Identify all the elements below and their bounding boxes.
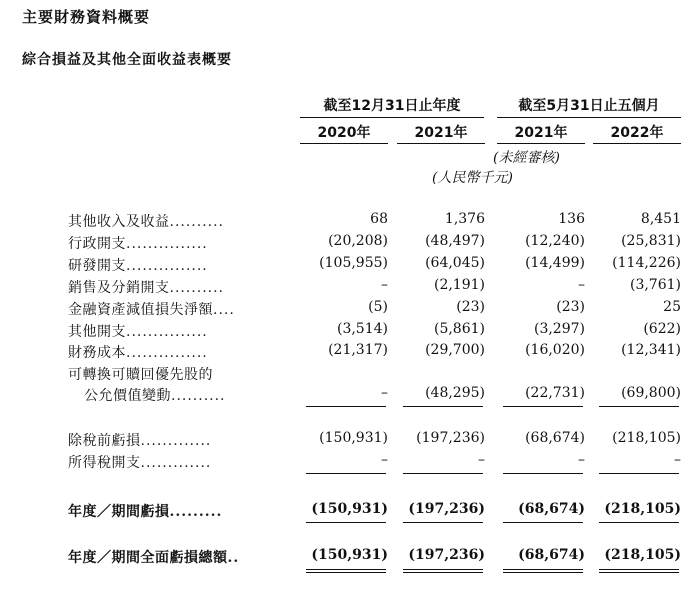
row-value: – — [578, 452, 585, 468]
row-label-leader-dots: .......... — [171, 388, 226, 404]
subtotal-rule — [599, 473, 679, 474]
row-label-leader-dots: ............... — [126, 258, 208, 274]
row-label — [68, 452, 280, 472]
column-header-2021-five-months: 2021年 — [514, 125, 568, 141]
row-value: (622) — [643, 321, 681, 337]
row-value: (114,226) — [612, 255, 681, 271]
row-value: (2,191) — [433, 277, 485, 293]
row-label-text: 其他收入及收益 — [68, 214, 170, 230]
row-label-leader-dots: .......... — [169, 280, 225, 296]
row-label-leader-dots: .... — [213, 302, 235, 318]
row-value: – — [478, 452, 485, 468]
row-label-text: 公允價值變動 — [84, 388, 171, 404]
subtotal-rule — [503, 406, 583, 407]
row-label — [68, 233, 280, 253]
row-value: (3,761) — [629, 277, 681, 293]
row-value: (69,800) — [621, 385, 681, 401]
row-value: (68,674) — [518, 547, 585, 563]
row-label-text: 所得稅開支 — [68, 455, 141, 471]
row-label — [68, 364, 280, 384]
row-label — [68, 547, 280, 567]
row-label — [84, 385, 280, 405]
subtotal-rule — [503, 473, 583, 474]
row-label — [68, 255, 280, 275]
column-underline-2021-five-months — [497, 143, 585, 144]
row-label-leader-dots: .. — [227, 550, 240, 566]
section-title: 主要財務資料概要 — [22, 8, 151, 26]
row-value: – — [381, 385, 388, 401]
row-label — [68, 342, 280, 362]
subtotal-rule — [503, 522, 583, 523]
row-value: (23) — [456, 299, 485, 315]
subtotal-rule — [306, 473, 386, 474]
row-label-text: 可轉換可贖回優先股的 — [68, 367, 213, 383]
row-label-leader-dots: ............... — [126, 345, 208, 361]
row-value: (3,514) — [336, 321, 388, 337]
row-label — [68, 299, 280, 319]
row-value: – — [381, 452, 388, 468]
row-value: (48,295) — [425, 385, 485, 401]
row-label-text: 金融資產減值損失淨額 — [68, 302, 213, 318]
row-value: (150,931) — [319, 430, 388, 446]
row-value: (20,208) — [328, 233, 388, 249]
row-value: (218,105) — [612, 430, 681, 446]
column-header-2021: 2021年 — [414, 125, 468, 141]
row-value: (3,297) — [533, 321, 585, 337]
subtotal-rule — [403, 473, 483, 474]
row-value: (22,731) — [525, 385, 585, 401]
row-value: (64,045) — [425, 255, 485, 271]
subtotal-rule — [403, 406, 483, 407]
row-value: – — [674, 452, 681, 468]
column-underline-2020 — [300, 143, 388, 144]
row-label-text: 行政開支 — [68, 236, 126, 252]
row-value: (14,499) — [525, 255, 585, 271]
row-label — [68, 211, 280, 231]
currency-note: (人民幣千元) — [432, 170, 513, 186]
total-double-rule — [306, 569, 386, 573]
row-value: 8,451 — [640, 211, 681, 227]
row-value: (68,674) — [525, 430, 585, 446]
row-value: (5) — [368, 299, 388, 315]
table-title: 綜合損益及其他全面收益表概要 — [22, 52, 232, 68]
header-underline-five-months — [497, 117, 681, 118]
row-label-leader-dots: ......... — [169, 504, 223, 520]
row-value: 136 — [558, 211, 585, 227]
row-value: (29,700) — [425, 342, 485, 358]
row-label — [68, 321, 280, 341]
column-header-2022: 2022年 — [610, 125, 664, 141]
row-value: (5,861) — [433, 321, 485, 337]
total-double-rule — [503, 569, 583, 573]
row-value: (150,931) — [311, 547, 388, 563]
row-value: – — [578, 277, 585, 293]
row-value: 68 — [370, 211, 388, 227]
total-double-rule — [403, 569, 483, 573]
row-label — [68, 430, 280, 450]
row-value: (105,955) — [319, 255, 388, 271]
row-value: (12,341) — [621, 342, 681, 358]
row-label-text: 年度／期間虧損 — [68, 504, 170, 520]
row-value: (68,674) — [518, 501, 585, 517]
row-label-text: 研發開支 — [68, 258, 126, 274]
row-label-leader-dots: ............. — [140, 455, 212, 471]
header-year-end: 截至12月31日止年度 — [323, 98, 461, 114]
row-label-leader-dots: ............... — [126, 236, 208, 252]
row-label-text: 財務成本 — [68, 345, 126, 361]
row-label — [68, 501, 280, 521]
subtotal-rule — [403, 522, 483, 523]
row-value: (23) — [556, 299, 585, 315]
row-value: – — [381, 277, 388, 293]
row-value: (218,105) — [604, 501, 681, 517]
row-value: (197,236) — [416, 430, 485, 446]
row-value: (197,236) — [408, 547, 485, 563]
row-value: (25,831) — [621, 233, 681, 249]
subtotal-rule — [306, 406, 386, 407]
row-value: (16,020) — [525, 342, 585, 358]
row-label-text: 其他開支 — [68, 324, 126, 340]
unaudited-note: (未經審核) — [493, 150, 560, 166]
column-header-2020: 2020年 — [317, 125, 371, 141]
row-value: 25 — [663, 299, 681, 315]
row-label-text: 年度／期間全面虧損總額 — [68, 550, 228, 566]
row-value: (197,236) — [408, 501, 485, 517]
row-label — [68, 277, 280, 297]
row-label-text: 除稅前虧損 — [68, 433, 141, 449]
subtotal-rule — [599, 406, 679, 407]
row-value: 1,376 — [444, 211, 485, 227]
row-label-leader-dots: ............... — [126, 324, 208, 340]
row-label-leader-dots: ............. — [140, 433, 212, 449]
header-five-months: 截至5月31日止五個月 — [518, 98, 660, 114]
column-underline-2022 — [593, 143, 681, 144]
row-label-text: 銷售及分銷開支 — [68, 280, 170, 296]
total-double-rule — [599, 569, 679, 573]
column-underline-2021 — [397, 143, 485, 144]
subtotal-rule — [306, 522, 386, 523]
row-value: (12,240) — [525, 233, 585, 249]
header-underline-year-end — [300, 117, 484, 118]
subtotal-rule — [599, 522, 679, 523]
row-label-leader-dots: .......... — [169, 214, 225, 230]
row-value: (48,497) — [425, 233, 485, 249]
row-value: (150,931) — [311, 501, 388, 517]
row-value: (218,105) — [604, 547, 681, 563]
row-value: (21,317) — [328, 342, 388, 358]
